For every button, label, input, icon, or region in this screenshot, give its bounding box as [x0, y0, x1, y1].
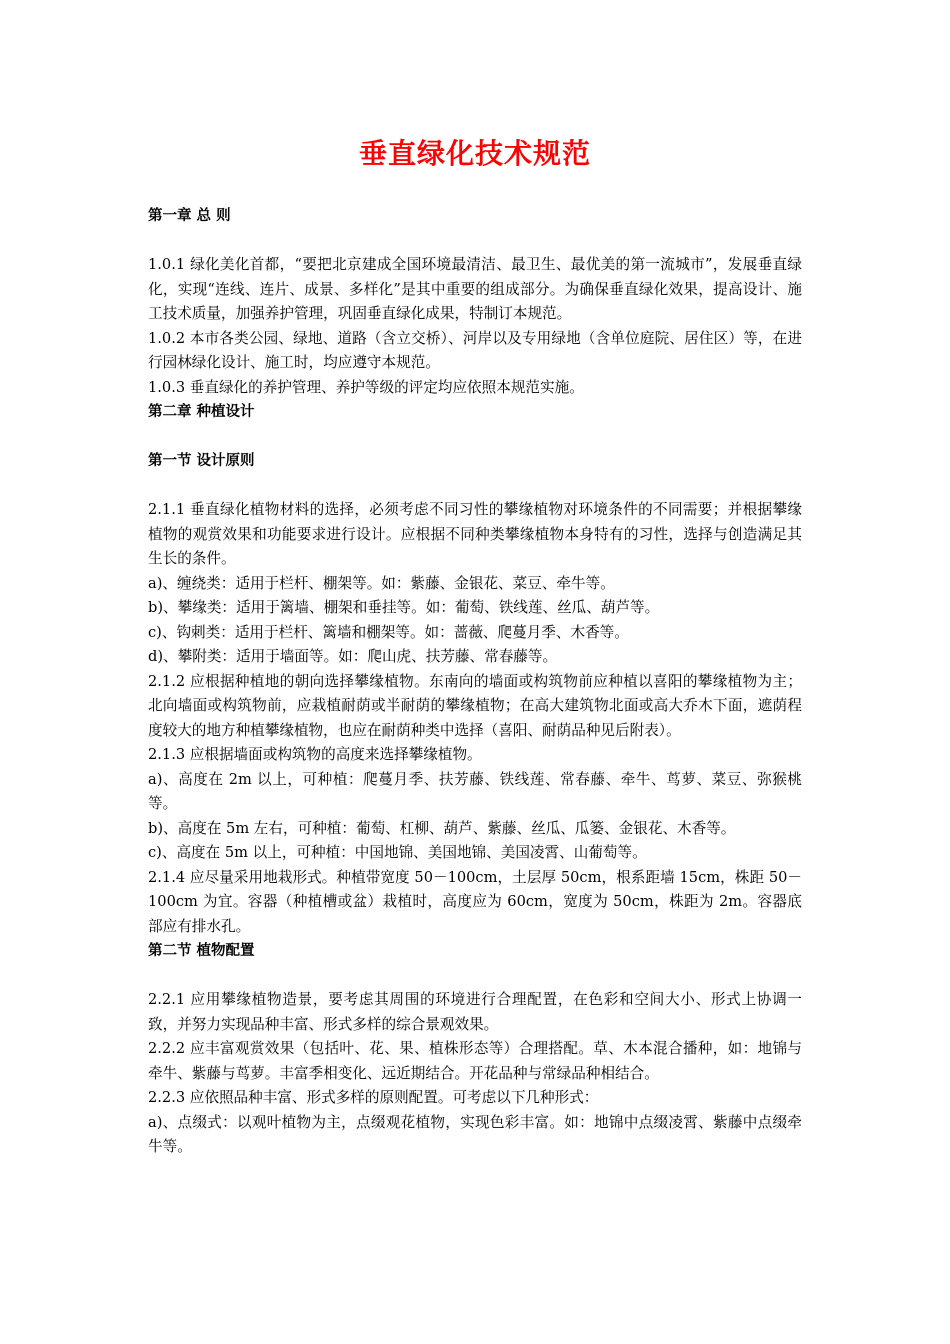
paragraph-1-0-1: 1.0.1 绿化美化首都，“要把北京建成全国环境最清洁、最卫生、最优美的第一流城市”，发展垂直绿化，实现“连线、连片、成景、多样化”是其中重要的组成部分。为确保垂直绿化效果，提高设计、施工技术质量，加强养护管理，巩固垂直绿化成果，特制订本规范。	[148, 256, 802, 322]
paragraph-1-0-3: 1.0.3 垂直绿化的养护管理、养护等级的评定均应依照本规范实施。	[148, 378, 584, 396]
paragraph-2-1-4: 2.1.4 应尽量采用地栽形式。种植带宽度 50－100cm，土层厚 50cm，根系距墙 15cm，株距 50－100cm 为宜。容器（种植槽或盆）栽植时，高度应为 60cm，宽度为 50cm，株距为 2m。容器底部应有排水孔。	[148, 868, 802, 935]
paragraph-2-1-3: 2.1.3 应根据墙面或构筑物的高度来选择攀缘植物。	[148, 746, 482, 763]
list-item-twining: a)、缠绕类：适用于栏杆、棚架等。如：紫藤、金银花、菜豆、牵牛等。	[148, 574, 615, 592]
list-item-thorny: c)、钩刺类：适用于栏杆、篱墙和棚架等。如：蔷薇、爬蔓月季、木香等。	[148, 623, 629, 641]
paragraph-2-2-1: 2.2.1 应用攀缘植物造景，要考虑其周围的环境进行合理配置，在色彩和空间大小、形式上协调一致，并努力实现品种丰富、形式多样的综合景观效果。	[148, 991, 802, 1033]
list-item-climbing: b)、攀缘类：适用于篱墙、棚架和垂挂等。如：葡萄、铁线莲、丝瓜、葫芦等。	[148, 599, 660, 616]
list-item-height-2m: a)、高度在 2m 以上，可种植：爬蔓月季、扶芳藤、铁线莲、常春藤、牵牛、茑萝、菜豆、弥猴桃等。	[148, 770, 802, 812]
paragraph-2-1-1: 2.1.1 垂直绿化植物材料的选择，必须考虑不同习性的攀缘植物对环境条件的不同需要；并根据攀缘植物的观赏效果和功能要求进行设计。应根据不同种类攀缘植物本身特有的习性，选择与创造满足其生长的条件。	[148, 501, 802, 567]
paragraph-1-0-2: 1.0.2 本市各类公园、绿地、道路（含立交桥）、河岸以及专用绿地（含单位庭院、居住区）等，在进行园林绿化设计、施工时，均应遵守本规范。	[148, 329, 802, 371]
list-item-clinging: d)、攀附类：适用于墙面等。如：爬山虎、扶芳藤、常春藤等。	[148, 648, 558, 665]
paragraph-2-2-2: 2.2.2 应丰富观赏效果（包括叶、花、果、植株形态等）合理搭配。草、木本混合播种，如：地锦与牵牛、紫藤与茑萝。丰富季相变化、远近期结合。开花品种与常绿品种相结合。	[148, 1040, 802, 1082]
chapter-2-heading: 第二章 种植设计	[148, 404, 255, 420]
list-item-height-over-5m: c)、高度在 5m 以上，可种植：中国地锦、美国地锦、美国凌霄、山葡萄等。	[148, 844, 647, 861]
document-body	[148, 204, 802, 1160]
document-title: 垂直绿化技术规范	[358, 137, 591, 170]
list-item-height-5m: b)、高度在 5m 左右，可种植：葡萄、杠柳、葫芦、紫藤、丝瓜、瓜篓、金银花、木香等。	[148, 819, 736, 837]
paragraph-2-1-2: 2.1.2 应根据种植地的朝向选择攀缘植物。东南向的墙面或构筑物前应种植以喜阳的攀缘植物为主；北向墙面或构筑物前，应栽植耐荫或半耐荫的攀缘植物；在高大建筑物北面或高大乔木下面，遮荫程度较大的地方种植攀缘植物，也应在耐荫种类中选择（喜阳、耐荫品种见后附表）。	[148, 672, 802, 739]
paragraph-2-2-3: 2.2.3 应依照品种丰富、形式多样的原则配置。可考虑以下几种形式：	[148, 1089, 599, 1106]
list-item-dotted-style: a)、点缀式：以观叶植物为主，点缀观花植物，实现色彩丰富。如：地锦中点缀凌霄、紫藤中点缀牵牛等。	[148, 1113, 802, 1155]
section-2-heading: 第二节 植物配置	[148, 943, 255, 959]
chapter-1-heading: 第一章 总 则	[148, 208, 231, 224]
section-1-heading: 第一节 设计原则	[148, 453, 255, 469]
